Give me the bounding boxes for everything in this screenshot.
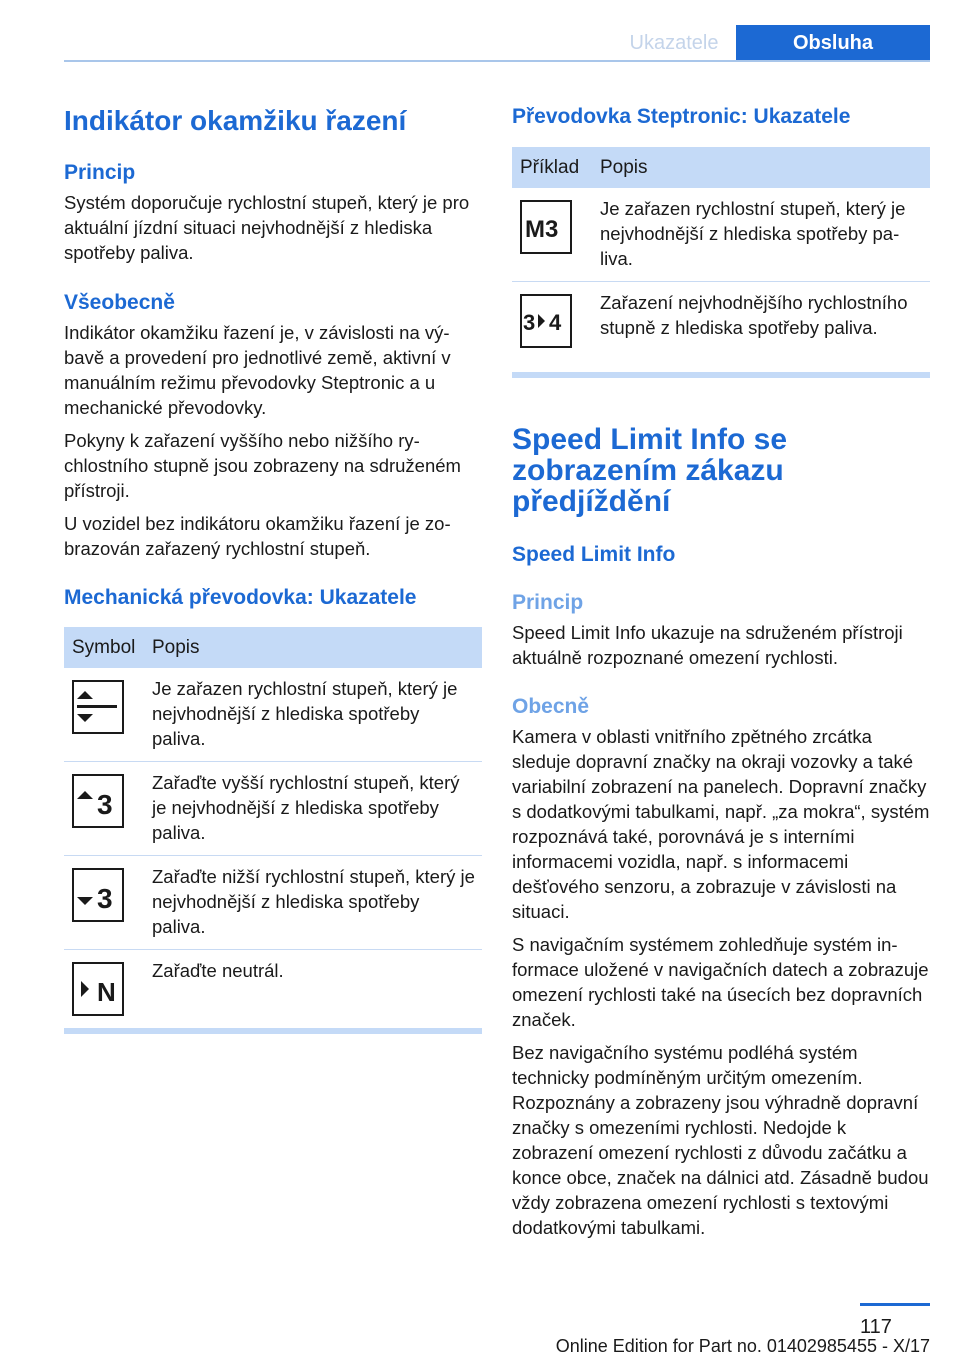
row-description: Zařaďte vyšší rychlostní stupeň, který je nejvhodnější z hlediska spotřeby paliva. (144, 762, 482, 856)
row-description: Je zařazen rychlostní stupeň, který je nejvhodnější z hlediska spotřeby paliva. (144, 668, 482, 762)
table-header-symbol: Symbol (64, 627, 144, 668)
m3-icon (520, 200, 572, 254)
row-description: Zařazení nejvhodnějšího rychlostního stupně z hlediska spotřeby paliva. (600, 292, 908, 338)
gear-down-3-icon (72, 868, 124, 922)
header-tab-obsluha[interactable]: Obsluha (736, 25, 930, 61)
row-description: Je zařazen rychlostní stupeň, který je nejvhodnější z hlediska spotřeby paliva. (592, 188, 930, 282)
table-header-popis: Popis (144, 627, 482, 668)
vseobecne-paragraph-3: U vozidel bez indikátoru okamžiku řazení je zobrazován zařazený rychlostní stupeň. (64, 513, 451, 559)
obecne-heading: Obecně (512, 695, 590, 718)
table-row (64, 668, 482, 762)
table-row (64, 950, 482, 1029)
table-row (64, 762, 482, 856)
vseobecne-paragraph-2: Pokyny k zařazení vyššího nebo nižšího rychlostního stupně jsou zobrazeny na sdruženém přístroji. (64, 430, 461, 501)
svg-text:3: 3 (97, 883, 113, 914)
right-column (512, 90, 930, 1240)
gear-up-3-icon (72, 774, 124, 828)
speed-limit-subheading: Speed Limit Info (512, 543, 676, 566)
page-title: Indikátor okamžiku řazení (64, 105, 407, 136)
gear-neutral-icon (72, 962, 124, 1016)
svg-text:3: 3 (97, 789, 113, 820)
left-column (64, 90, 482, 1034)
princip-heading-right: Princip (512, 591, 584, 614)
vseobecne-heading: Všeobecně (64, 291, 175, 314)
row-description: Zařaďte nižší rychlostní stupeň, který je nejvhodnější z hlediska spotřeby paliva. (144, 856, 482, 950)
table-end-bar (64, 1028, 482, 1034)
princip-text: Systém doporučuje rychlostní stupeň, který je pro aktuální jízdní situaci nejvhodnější z hlediska spotřeby paliva. (64, 192, 470, 263)
gear-optimal-icon (72, 680, 124, 734)
footer-edition-text: Online Edition for Part no. 01402985455 - X/17 (555, 1336, 930, 1356)
speed-limit-section-title: Speed Limit Info se zobrazením zákazu předjíždění (512, 423, 788, 518)
footer-accent-line (860, 1303, 930, 1306)
steptronic-table (512, 147, 930, 372)
row-description: Zařaďte neutrál. (152, 960, 284, 981)
svg-text:4: 4 (549, 310, 562, 335)
obecne-paragraph-3: Bez navigačního systému podléhá systém technicky podmíněným určitým omezením. Rozpoznány a zobrazeny jsou výhradně dopravní značky s omezeními rychlosti. Nedojde k zobrazení omezení rychlosti z důvodu začátku a konce obce, značek na dálnici atd. Zásadně budou vždy zobrazena omezení rychlosti s textovými dodatkovými tabulkami. (512, 1042, 929, 1238)
table-row (512, 282, 930, 373)
vseobecne-paragraph-1: Indikátor okamžiku řazení je, v závislosti na výbavě a provedení pro jednotlivé země, aktivní v manuálním režimu převodovky Steptronic a u mechanické převodovky. (64, 322, 451, 418)
table-row (512, 188, 930, 282)
table-row (64, 856, 482, 950)
shift-3-to-4-icon (520, 294, 572, 348)
header-divider (64, 60, 930, 62)
manual-gearbox-heading: Mechanická převodovka: Ukazatele (64, 586, 417, 609)
svg-text:N: N (97, 977, 116, 1007)
princip-heading: Princip (64, 161, 136, 184)
obecne-paragraph-2: S navigačním systémem zohledňuje systém informace uložené v navigačních datech a zobrazuje omezení rychlosti také na úsecích bez dopravních značek. (512, 934, 929, 1030)
princip-text-right: Speed Limit Info ukazuje na sdruženém přístroji aktuálně rozpoznané omezení rychlosti. (512, 622, 903, 668)
page-number: 117 (860, 1316, 892, 1338)
svg-text:M3: M3 (525, 216, 559, 243)
header-tab-ukazatele[interactable]: Ukazatele (629, 32, 719, 54)
steptronic-heading: Převodovka Steptronic: Ukazatele (512, 105, 851, 128)
table-header-popis: Popis (592, 147, 930, 188)
table-end-bar (512, 372, 930, 378)
obecne-paragraph-1: Kamera v oblasti vnitřního zpětného zrcátka sleduje dopravní značky na okraji vozovky a také variabilní zobrazení na panelech. Dopravní značky s dodatkovými tabulkami, např. „za mokra“, systém rozpoznává také, porovnává je s interními informacemi vozidla, např. s informacemi dešťového senzoru, a zobrazuje v závislosti na situaci. (512, 726, 930, 922)
table-header-priklad: Příklad (512, 147, 592, 188)
manual-gearbox-table (64, 627, 482, 1028)
svg-text:3: 3 (523, 310, 536, 335)
